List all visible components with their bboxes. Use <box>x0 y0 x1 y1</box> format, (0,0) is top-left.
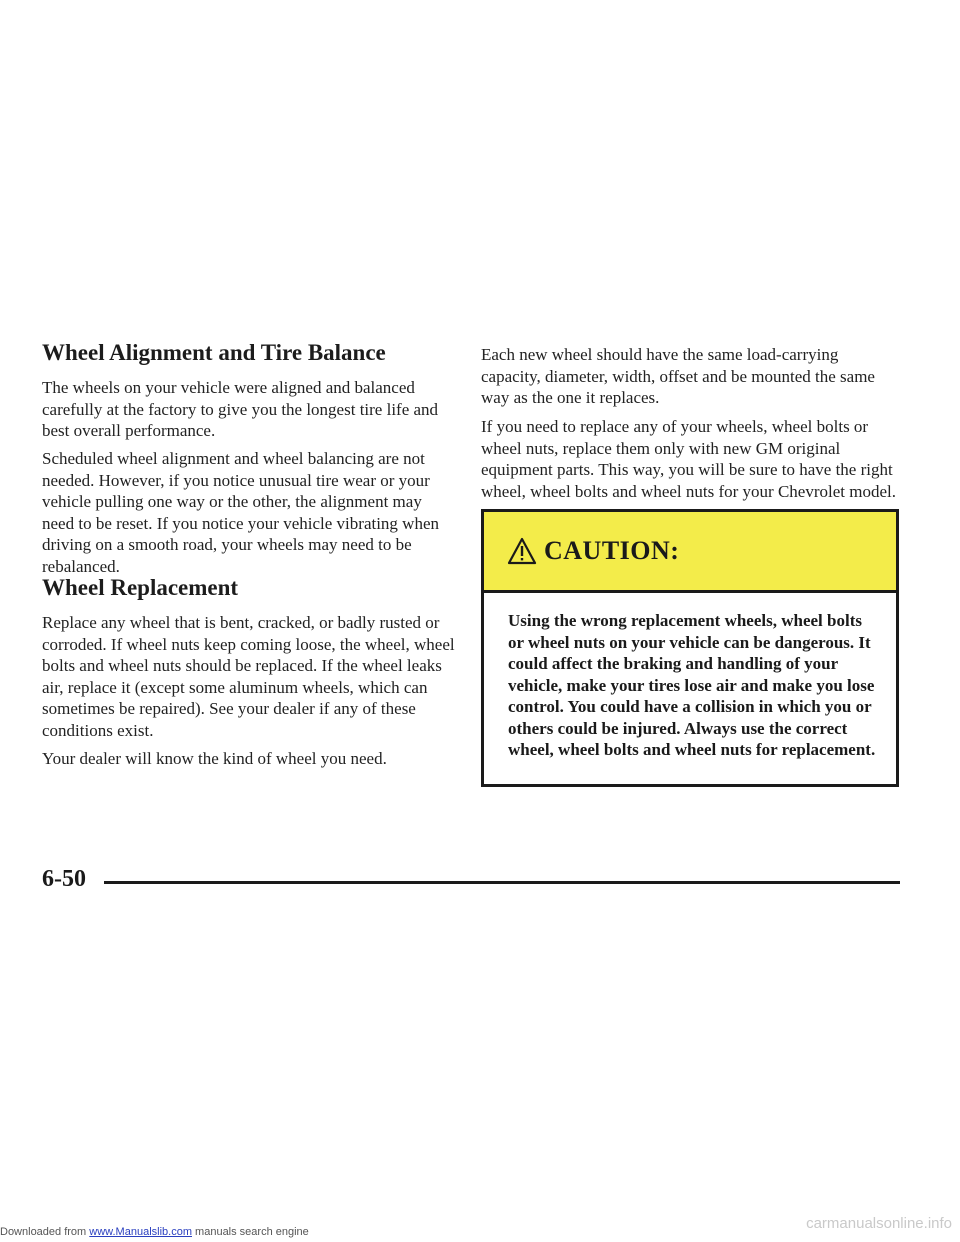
page-rule <box>104 881 900 884</box>
manualslib-link[interactable]: www.Manualslib.com <box>89 1226 192 1238</box>
caution-header <box>484 512 896 593</box>
heading-wheel-replacement: Wheel Replacement <box>42 575 239 600</box>
footer-prefix: Downloaded from <box>0 1226 87 1238</box>
caution-body-text: Using the wrong replacement wheels, wheel bolts or wheel nuts on your vehicle can be dangerous. It could affect the braking and handling of your vehicle, make your tires lose air and make you lose control. You could have a collision in which you or others could be injured. Always use the correct wheel, wheel bolts and wheel nuts for replacement. <box>508 611 876 759</box>
paragraph-replacement-conditions: Replace any wheel that is bent, cracked, or badly rusted or corroded. If wheel nuts keep coming loose, the wheel, wheel bolts and wheel nuts should be replaced. If the wheel leaks air, replace it (except some aluminum wheels, which can sometimes be repaired). See your dealer if any of these conditions exist. <box>42 613 455 740</box>
paragraph-new-wheel-specs: Each new wheel should have the same load-carrying capacity, diameter, width, offset and be mounted the same way as the one it replaces. <box>481 345 875 407</box>
caution-box <box>481 509 899 787</box>
watermark-text: carmanualsonline.info <box>806 1215 952 1232</box>
page-number: 6-50 <box>42 866 86 892</box>
paragraph-replacement-dealer: Your dealer will know the kind of wheel you need. <box>42 749 387 768</box>
heading-wheel-alignment: Wheel Alignment and Tire Balance <box>42 340 386 365</box>
warning-triangle-icon <box>507 537 537 565</box>
paragraph-alignment-schedule: Scheduled wheel alignment and wheel balancing are not needed. However, if you notice unusual tire wear or your vehicle pulling one way or the other, the alignment may need to be reset. If you notice your vehicle vibrating when driving on a smooth road, your wheels may need to be rebalanced. <box>42 449 440 576</box>
paragraph-alignment-intro: The wheels on your vehicle were aligned and balanced carefully at the factory to give you the longest tire life and best overall performance. <box>42 378 439 440</box>
download-footer <box>0 1226 309 1238</box>
caution-title: CAUTION: <box>544 536 680 565</box>
footer-suffix: manuals search engine <box>195 1226 309 1238</box>
paragraph-gm-original-parts: If you need to replace any of your wheels, wheel bolts or wheel nuts, replace them only with new GM original equipment parts. This way, you will be sure to have the right wheel, wheel bolts and wheel nuts for your Chevrolet model. <box>481 417 896 501</box>
